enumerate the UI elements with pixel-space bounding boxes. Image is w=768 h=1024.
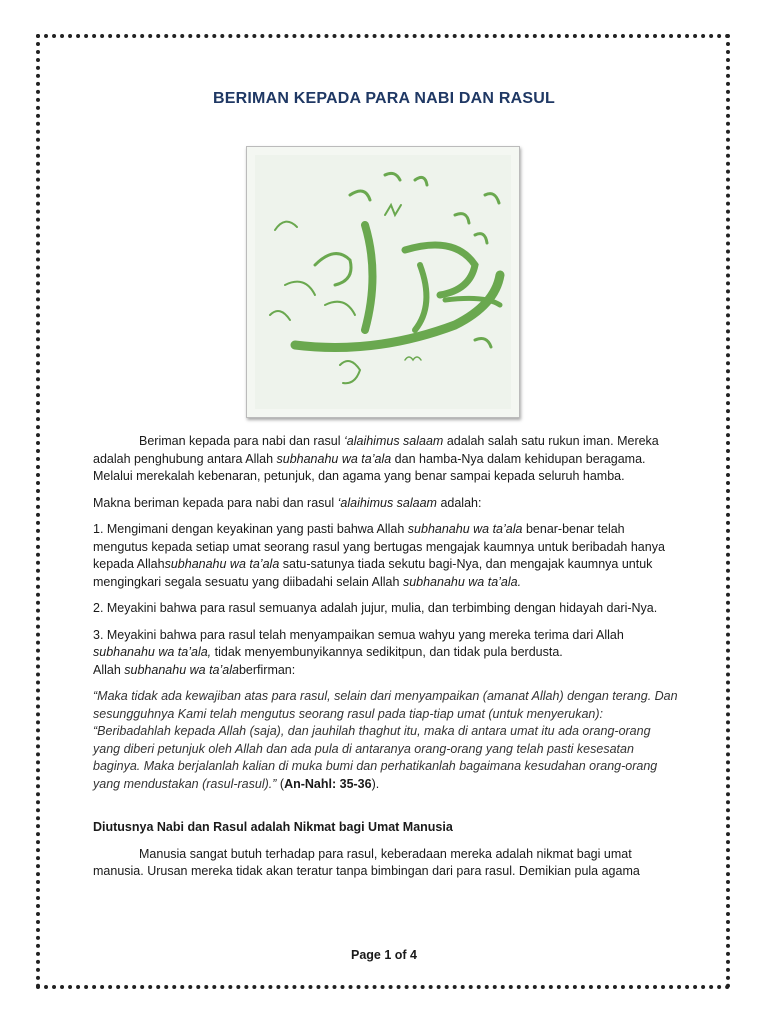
- page-title: BERIMAN KEPADA PARA NABI DAN RASUL: [213, 90, 555, 107]
- text-span: adalah salah satu rukun iman. Mereka adalah penghubung antara Allah: [93, 434, 659, 466]
- italic-term: ‘alaihimus salaam: [337, 495, 437, 510]
- muhammad-calligraphy-icon: [255, 155, 511, 409]
- italic-term: subhanahu wa ta’ala.: [402, 574, 522, 589]
- italic-term: subhanahu wa ta’ala: [124, 662, 239, 677]
- text-span: satu-satunya tiada sekutu bagi-Nya, dan mengajak kaumnya untuk mengingkari segala sesuatu yang diibadahi selain Allah: [93, 557, 653, 589]
- text-span: Makna beriman kepada para nabi dan rasul: [93, 495, 338, 510]
- section-paragraph: Manusia sangat butuh terhadap para rasul, keberadaan mereka adalah nikmat bagi umat manusia. Urusan mereka tidak akan teratur tanpa bimbingan dari para rasul. Demikian pula agama: [93, 846, 640, 878]
- quote-reference: An-Nahl: 35-36: [284, 776, 372, 791]
- calligraphy-image: [246, 146, 520, 418]
- text-span: dan hamba-Nya dalam kehidupan beragama. Melalui merekalah kebenaran, petunjuk, dan agama yang benar sampai kepada seluruh hamba.: [93, 451, 646, 483]
- article-body: [93, 433, 678, 890]
- italic-term: subhanahu wa ta’ala: [276, 451, 392, 466]
- quote-text: “Maka tidak ada kewajiban atas para rasul, selain dari menyampaikan (amanat Allah) dengan terang. Dan sesungguhnya Kami telah mengutus seorang rasul pada tiap-tiap umat (untuk menyerukan): “Beribadahlah kepada Allah (saja), dan jauhilah thaghut itu, maka di antara umat itu ada orang-orang yang diberi petunjuk oleh Allah dan ada pula di antaranya orang-orang yang telah pasti kesesatan baginya. Maka berjalanlah kalian di muka bumi dan perhatikanlah bagaimana kesudahan orang-orang yang mendustakan (rasul-rasul).”: [93, 689, 678, 791]
- italic-term: subhanahu wa ta’ala: [407, 522, 523, 536]
- italic-term: subhanahu wa ta’ala: [164, 557, 280, 571]
- intro-paragraph: [93, 433, 678, 486]
- text-span: 1. Mengimani dengan keyakinan yang pasti bahwa Allah: [93, 522, 408, 536]
- text-span: tidak menyembunyikannya sedikitpun, dan tidak pula berdusta.: [211, 645, 563, 659]
- point-1: [93, 521, 678, 591]
- italic-term: subhanahu wa ta’ala,: [93, 645, 212, 659]
- text-span: berfirman:: [238, 662, 296, 677]
- text-span: adalah:: [436, 495, 482, 510]
- point-2: 2. Meyakini bahwa para rasul semuanya adalah jujur, mulia, dan terbimbing dengan hidayah dari-Nya.: [93, 601, 658, 615]
- point-3: [93, 627, 678, 680]
- meaning-paragraph: [93, 495, 678, 513]
- section-heading: Diutusnya Nabi dan Rasul adalah Nikmat bagi Umat Manusia: [93, 820, 453, 834]
- page-number: Page 1 of 4: [351, 948, 417, 962]
- text-span: ).: [371, 776, 380, 791]
- text-span: 3. Meyakini bahwa para rasul telah menyampaikan semua wahyu yang mereka terima dari Allah: [93, 627, 624, 642]
- text-span: Beriman kepada para nabi dan rasul: [139, 434, 344, 448]
- quran-quote: [93, 688, 678, 793]
- text-span: Allah: [93, 662, 125, 677]
- text-span: benar-benar telah mengutus kepada setiap umat seorang rasul yang bertugas mengajak kaumnya untuk beribadah hanya kepada Allah: [93, 522, 665, 571]
- italic-term: ‘alaihimus salaam: [344, 434, 444, 448]
- text-span: (: [276, 776, 285, 791]
